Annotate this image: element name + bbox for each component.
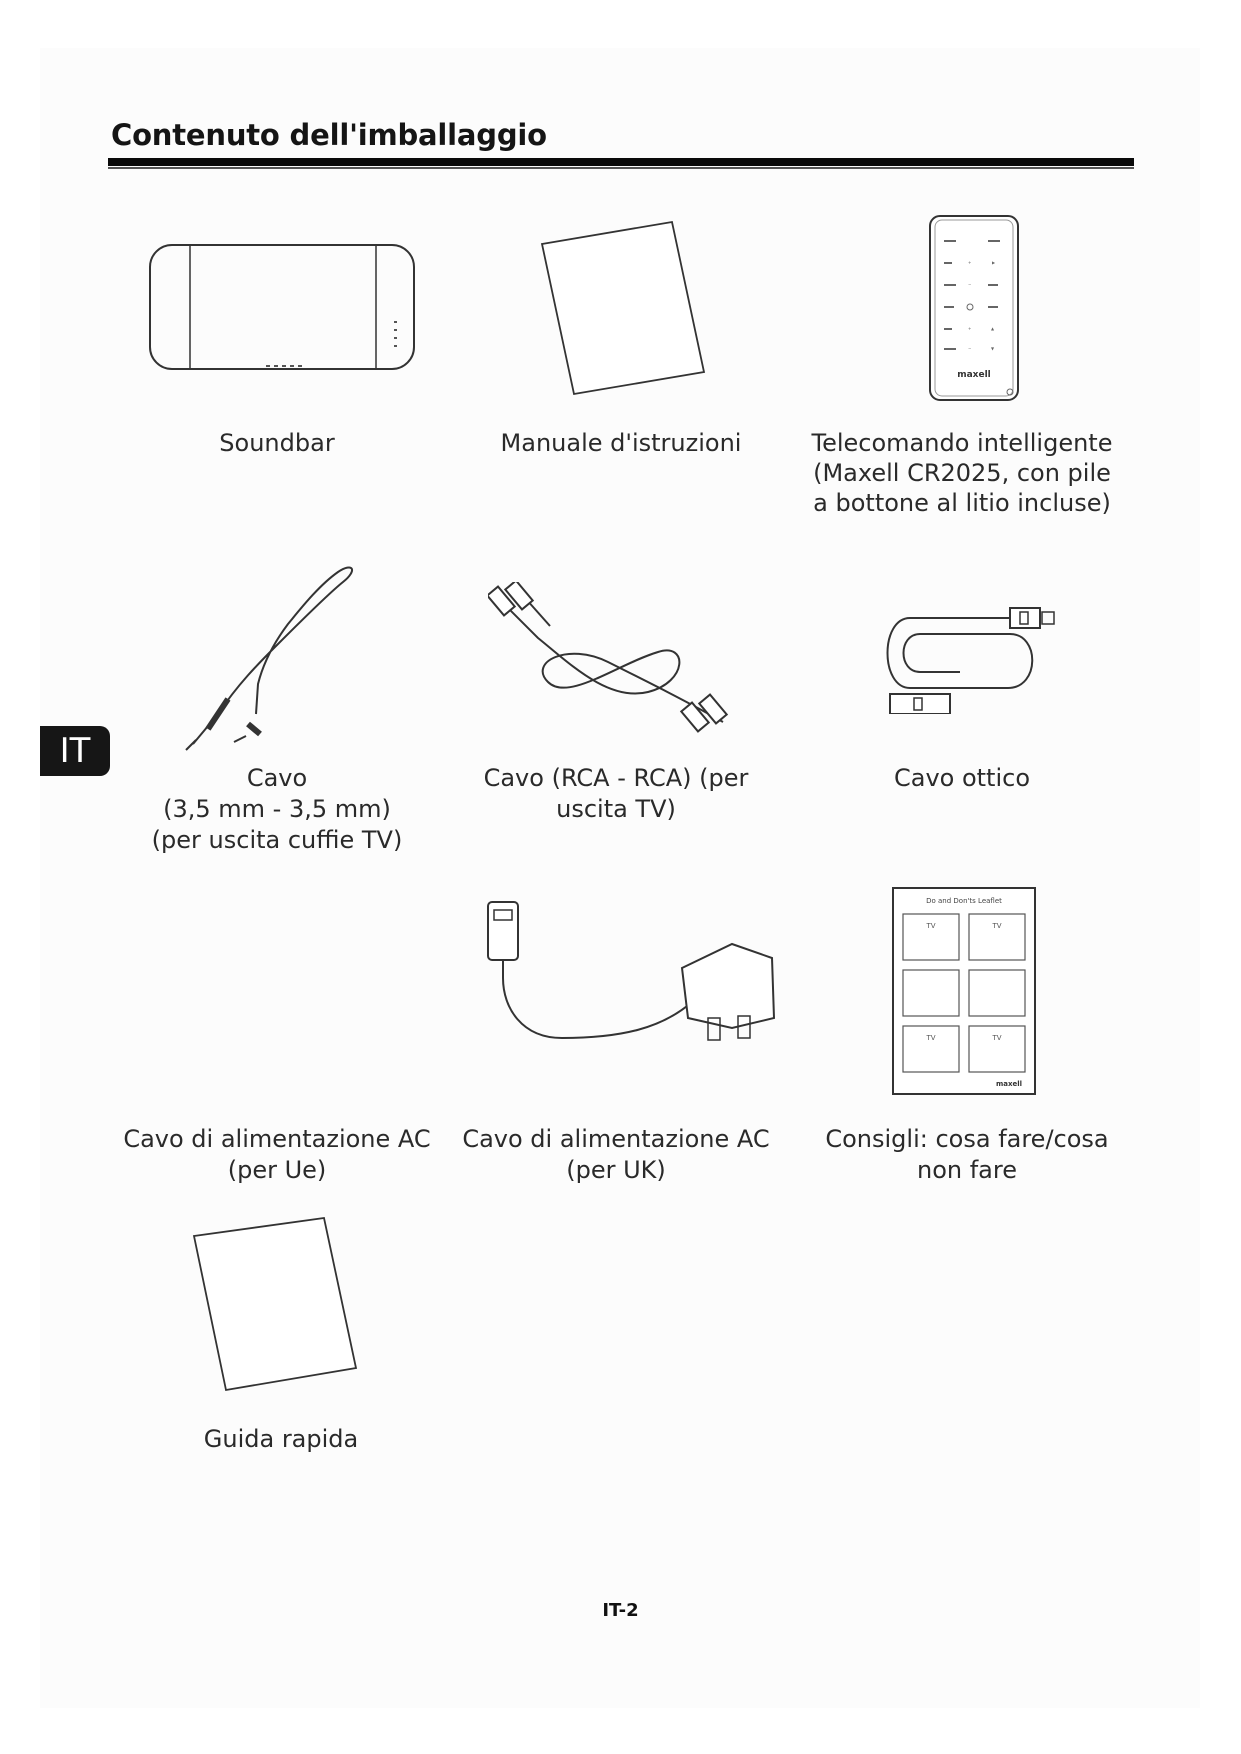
page-title: Contenuto dell'imballaggio xyxy=(111,118,547,152)
remote-brand-label: maxell xyxy=(957,370,991,380)
remote-illustration xyxy=(928,214,1020,402)
svg-text:TV: TV xyxy=(926,922,936,930)
svg-text:−: − xyxy=(968,346,972,351)
item-caption: Cavo di alimentazione AC (per Ue) xyxy=(123,1125,431,1184)
svg-text:TV: TV xyxy=(926,1034,936,1042)
optical-cable-illustration xyxy=(870,604,1070,714)
svg-text:▼: ▼ xyxy=(991,346,995,351)
rca-cable-illustration xyxy=(488,582,738,742)
leaflet-header: Do and Don'ts Leaflet xyxy=(926,897,1002,905)
svg-text:+: + xyxy=(968,260,972,265)
language-tab: IT xyxy=(40,726,110,776)
item-caption: Manuale d'istruzioni xyxy=(500,429,742,457)
soundbar-illustration xyxy=(148,243,418,373)
svg-text:▶: ▶ xyxy=(992,260,996,265)
item-caption: Guida rapida xyxy=(203,1425,359,1453)
leaflet-brand: maxell xyxy=(995,1080,1023,1088)
item-caption: Consigli: cosa fare/cosa non fare xyxy=(825,1125,1109,1184)
item-caption: Soundbar xyxy=(219,429,335,457)
item-caption: Cavo (RCA - RCA) (per uscita TV) xyxy=(483,764,749,823)
svg-text:TV: TV xyxy=(992,922,1002,930)
svg-text:▲: ▲ xyxy=(991,326,995,331)
quick-guide-illustration xyxy=(190,1214,360,1394)
aux-cable-illustration xyxy=(178,564,368,754)
title-rule-thin xyxy=(108,167,1134,169)
item-caption: Cavo ottico xyxy=(893,764,1031,792)
item-caption: Cavo di alimentazione AC (per UK) xyxy=(462,1125,770,1184)
item-caption: Telecomando intelligente (Maxell CR2025, con pile a bottone al litio incluse) xyxy=(811,429,1113,517)
uk-power-cable-illustration xyxy=(482,898,778,1060)
item-caption: Cavo (3,5 mm - 3,5 mm) (per uscita cuffie TV) xyxy=(151,764,403,854)
svg-text:+: + xyxy=(968,326,972,331)
svg-text:−: − xyxy=(968,282,972,287)
page-number: IT-2 xyxy=(602,1600,639,1621)
manual-illustration xyxy=(538,218,708,398)
tips-leaflet-illustration xyxy=(891,886,1037,1096)
title-rule xyxy=(108,158,1134,166)
svg-text:TV: TV xyxy=(992,1034,1002,1042)
